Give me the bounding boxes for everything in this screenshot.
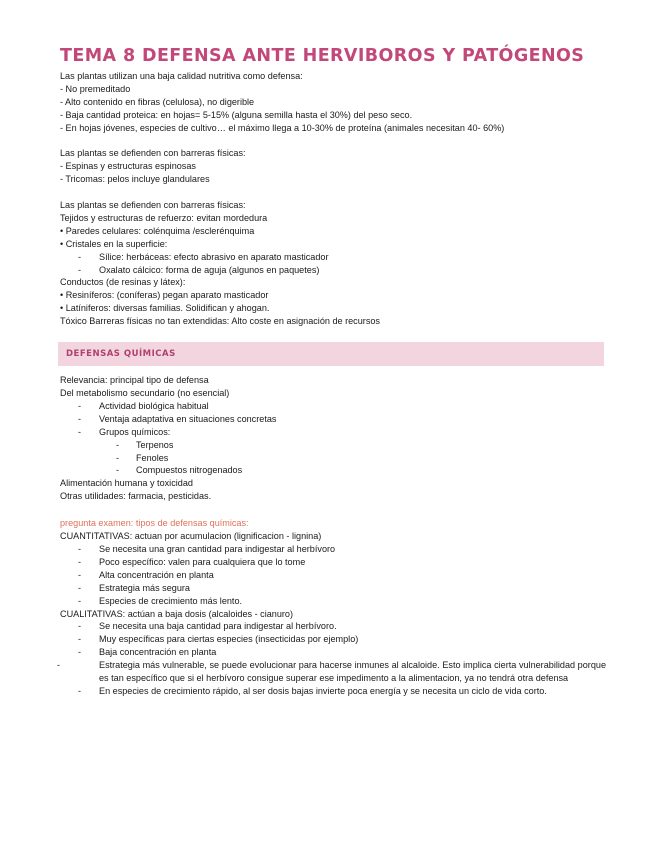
intro-heading: Las plantas utilizan una baja calidad nutritiva como defensa: bbox=[60, 71, 303, 81]
qual-item: - Muy específicas para ciertas especies (insecticidas por ejemplo) bbox=[78, 634, 359, 645]
food-line: Alimentación humana y toxicidad bbox=[60, 478, 193, 489]
qual-item: - Se necesita una baja cantidad para indigestar al herbívoro. bbox=[78, 621, 337, 632]
quant-heading: CUANTITATIVAS: actuan por acumulacion (lignificacion - lignina) bbox=[60, 531, 322, 542]
document-page bbox=[57, 46, 606, 698]
intro-item: - No premeditado bbox=[60, 83, 131, 94]
page-title: TEMA 8 DEFENSA ANTE HERVIBOROS Y PATÓGENOS bbox=[60, 46, 585, 66]
ducts-line: Conductos (de resinas y látex): bbox=[60, 277, 186, 288]
quant-item: - Se necesita una gran cantidad para indigestar al herbívoro bbox=[78, 543, 336, 554]
quant-item: - Estrategia más segura bbox=[78, 582, 190, 593]
intro-item: - En hojas jóvenes, especies de cultivo… el máximo llega a 10-30% de proteína (animales necesitan 40- 60%) bbox=[60, 122, 505, 133]
physical-heading-2: Las plantas se defienden con barreras físicas: bbox=[60, 200, 246, 211]
qual-item: - Baja concentración en planta bbox=[78, 647, 217, 658]
intro-item: - Baja cantidad proteica: en hojas= 5-15% (alguna semilla hasta el 30%) del peso seco. bbox=[60, 109, 413, 120]
quant-item: - Poco específico: valen para cualquiera que lo tome bbox=[78, 556, 306, 567]
relevance-line: Relevancia: principal tipo de defensa bbox=[60, 375, 209, 386]
qual-item: - Estrategia más vulnerable, se puede evolucionar para hacerse inmunes al alcaloide. Esto implica cierta vulnerabilidad porque es tan específico que si el herbívoro consigue superar ese impedimento a la alimentacion, ya no tendrá otra defensa bbox=[57, 660, 606, 684]
physical-heading: Las plantas se defienden con barreras físicas: bbox=[60, 148, 246, 159]
section-title: DEFENSAS QUÍMICAS bbox=[66, 349, 176, 360]
qual-heading: CUALITATIVAS: actúan a baja dosis (alcaloides - cianuro) bbox=[60, 608, 294, 619]
tissues-line: Tejidos y estructuras de refuerzo: evitan mordedura bbox=[60, 212, 268, 223]
chem-item: - Actividad biológica habitual bbox=[78, 400, 209, 411]
quant-item: - Especies de crecimiento más lento. bbox=[78, 595, 243, 606]
section-header-chemical bbox=[58, 342, 604, 366]
metabolism-line: Del metabolismo secundario (no esencial) bbox=[60, 388, 230, 398]
resin-line: • Resiníferos: (coníferas) pegan aparato masticador bbox=[60, 290, 269, 301]
walls-line: • Paredes celulares: colénquima /esclerénquima bbox=[60, 225, 255, 236]
toxic-line: Tóxico Barreras físicas no tan extendidas: Alto coste en asignación de recursos bbox=[60, 316, 380, 327]
physical-item: - Tricomas: pelos incluye glandulares bbox=[60, 174, 210, 185]
crystals-line: • Cristales en la superficie: bbox=[60, 238, 168, 249]
chem-item: - Ventaja adaptativa en situaciones concretas bbox=[78, 413, 277, 424]
intro-item: - Alto contenido en fibras (celulosa), no digerible bbox=[60, 96, 255, 107]
exam-question: pregunta examen: tipos de defensas químicas: bbox=[60, 518, 249, 529]
chem-group: - Compuestos nitrogenados bbox=[116, 465, 243, 476]
chem-group: - Terpenos bbox=[116, 439, 174, 450]
chem-group: - Fenoles bbox=[116, 452, 169, 463]
other-line: Otras utilidades: farmacia, pesticidas. bbox=[60, 491, 212, 502]
physical-item: - Espinas y estructuras espinosas bbox=[60, 161, 196, 172]
crystal-item: - Oxalato cálcico: forma de aguja (algunos en paquetes) bbox=[78, 264, 320, 275]
chem-item: - Grupos químicos: bbox=[78, 426, 171, 437]
latex-line: • Latíniferos: diversas familias. Solidifican y ahogan. bbox=[60, 303, 270, 314]
crystal-item: - Sílice: herbáceas: efecto abrasivo en aparato masticador bbox=[78, 251, 329, 262]
quant-item: - Alta concentración en planta bbox=[78, 569, 214, 580]
qual-item: - En especies de crecimiento rápido, al ser dosis bajas invierte poca energía y se necesita un ciclo de vida corto. bbox=[78, 685, 547, 696]
